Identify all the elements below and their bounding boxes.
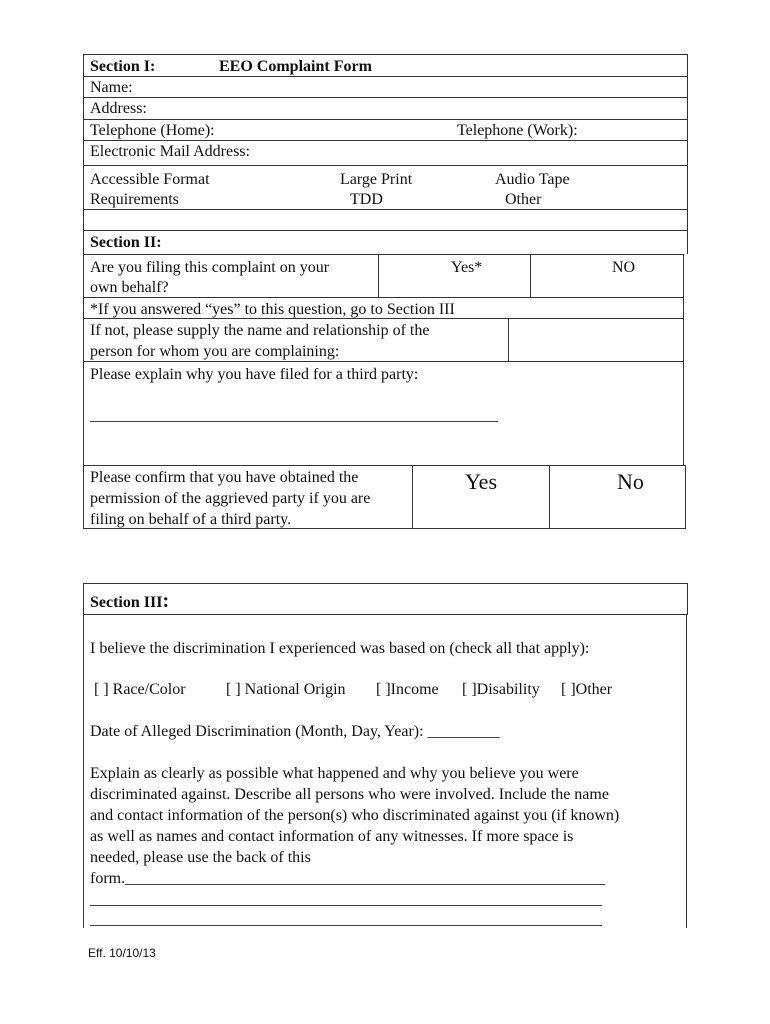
discrimination-date-field[interactable]: Date of Alleged Discrimination (Month, Day, Year): _________ [90,723,500,740]
own-behalf-question: own behalf? [90,279,169,296]
name-field-label[interactable]: Name: [90,79,133,96]
explanation-text: needed, please use the back of this [90,849,311,866]
third-party-name-question: person for whom you are complaining: [90,343,340,360]
section-3-label-text: Section III [90,594,163,611]
other-checkbox[interactable]: [ ]Other [561,681,613,698]
section-3-label [90,591,169,613]
column-divider [412,465,413,529]
column-divider [530,254,531,298]
permission-no-option[interactable]: No [617,469,644,494]
section-2-label: Section II: [90,234,162,251]
column-divider [508,318,509,361]
explanation-text: discriminated against. Describe all persons who were involved. Include the name [90,786,609,803]
explanation-answer-line[interactable]: form.____________________________________________________________ [90,870,606,887]
third-party-explain-question: Please explain why you have filed for a third party: [90,366,419,383]
column-divider [378,254,379,298]
column-divider [549,465,550,529]
tdd-option[interactable]: TDD [350,191,383,208]
third-party-name-question: If not, please supply the name and relationship of the [90,322,430,339]
effective-date-footer: Eff. 10/10/13 [88,946,156,960]
section-1-label: Section I: [90,58,156,75]
accessible-format-label: Requirements [90,191,179,208]
explanation-text: as well as names and contact information of any witnesses. If more space is [90,828,574,845]
email-field-label[interactable]: Electronic Mail Address: [90,143,250,160]
row-divider [83,76,688,77]
third-party-explain-line[interactable]: ___________________________________________________ [90,407,498,424]
row-divider [83,230,688,231]
explanation-answer-line[interactable]: ________________________________________________________________ [90,911,602,928]
national-origin-checkbox[interactable]: [ ] National Origin [226,681,346,698]
section-3-header [83,583,688,615]
explanation-text: Explain as clearly as possible what happened and why you believe you were [90,765,579,782]
form-title: EEO Complaint Form [219,58,372,75]
telephone-home-field-label[interactable]: Telephone (Home): [90,122,215,139]
income-checkbox[interactable]: [ ]Income [376,681,439,698]
row-divider [83,165,688,166]
race-color-checkbox[interactable]: [ ] Race/Color [94,681,186,698]
permission-question: permission of the aggrieved party if you are [90,490,371,507]
telephone-work-field-label[interactable]: Telephone (Work): [457,122,578,139]
explanation-answer-line[interactable]: ________________________________________________________________ [90,891,602,908]
permission-question: Please confirm that you have obtained the [90,469,359,486]
address-field-label[interactable]: Address: [90,100,147,117]
own-behalf-no-option[interactable]: NO [612,259,636,276]
permission-question: filing on behalf of a third party. [90,511,292,528]
disability-checkbox[interactable]: [ ]Disability [462,681,540,698]
large-print-option[interactable]: Large Print [340,171,413,188]
own-behalf-question: Are you filing this complaint on your [90,259,330,276]
section-3-redirect-note: *If you answered “yes” to this question, go to Section III [90,301,455,318]
row-divider [83,97,688,98]
explanation-text: and contact information of the person(s) who discriminated against you (if known) [90,807,620,824]
audio-tape-option[interactable]: Audio Tape [495,171,570,188]
section-3-label-colon: : [162,590,170,612]
permission-yes-option[interactable]: Yes [465,469,498,494]
other-format-option[interactable]: Other [505,191,542,208]
accessible-format-label: Accessible Format [90,171,210,188]
own-behalf-yes-option[interactable]: Yes* [451,259,483,276]
discrimination-basis-question: I believe the discrimination I experienced was based on (check all that apply): [90,640,590,657]
